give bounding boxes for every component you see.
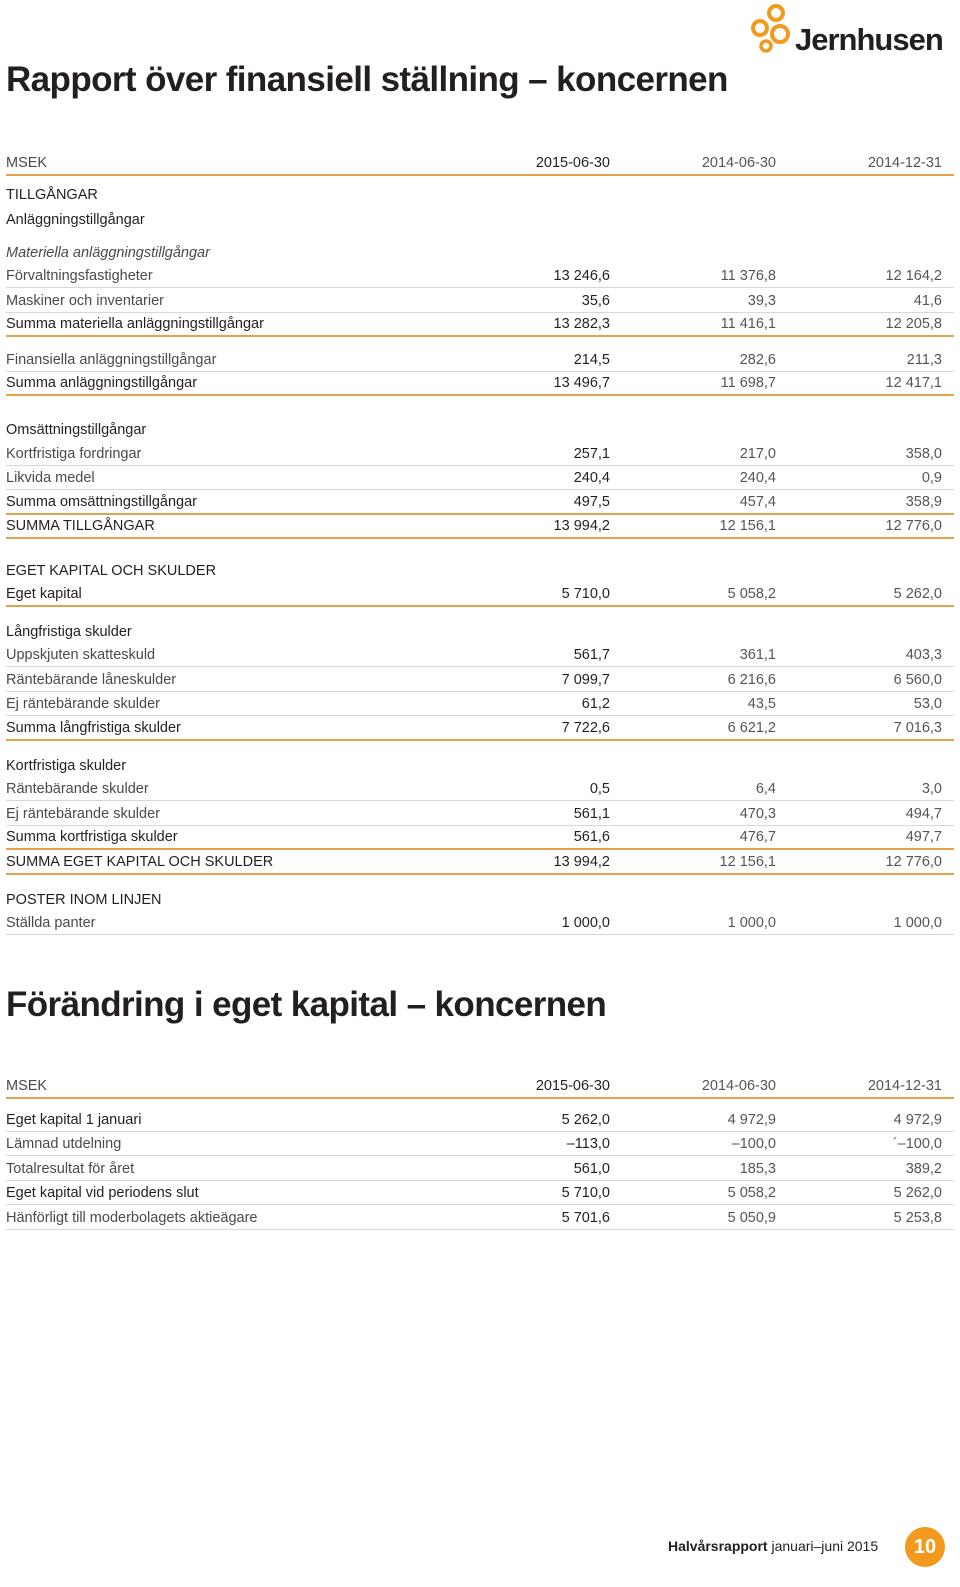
row-value: 5 710,0	[561, 585, 610, 602]
table-header-row	[6, 150, 954, 176]
table-row	[6, 1107, 954, 1132]
row-value: 4 972,9	[727, 1111, 776, 1128]
row-value: 561,6	[573, 829, 610, 845]
section-label: Kortfristiga skulder	[6, 757, 127, 774]
row-value: 53,0	[913, 696, 942, 712]
row-label: Eget kapital 1 januari	[6, 1111, 142, 1128]
row-value: 1 000,0	[561, 915, 610, 931]
table-row-sum	[6, 313, 954, 338]
row-value: 3,0	[921, 781, 942, 797]
row-value: 11 376,8	[720, 268, 776, 284]
section-heading	[6, 176, 954, 206]
row-value: 12 417,1	[885, 375, 942, 391]
section-label: Anläggningstillgångar	[6, 211, 145, 228]
row-value: 561,1	[573, 805, 610, 822]
section-label: EGET KAPITAL OCH SKULDER	[6, 563, 217, 579]
row-value: 13 282,3	[553, 316, 610, 332]
footer-period: januari–juni 2015	[767, 1538, 879, 1554]
row-value: 0,9	[921, 470, 942, 486]
row-value: 6 560,0	[893, 671, 942, 688]
row-value: 13 496,7	[553, 375, 610, 391]
page-footer	[668, 1527, 953, 1567]
section-label: TILLGÅNGAR	[6, 187, 98, 203]
row-value: 35,6	[581, 292, 610, 309]
row-label: Ställda panter	[6, 915, 96, 931]
row-value: –100,0	[731, 1136, 776, 1152]
row-label: Kortfristiga fordringar	[6, 445, 142, 462]
row-value: 41,6	[913, 292, 942, 309]
row-value: 4 972,9	[893, 1111, 942, 1128]
table-row	[6, 911, 954, 936]
row-label: Summa omsättningstillgångar	[6, 493, 198, 510]
header-col-3: 2014-12-31	[867, 155, 942, 171]
row-value: 361,1	[739, 647, 776, 663]
row-label: SUMMA TILLGÅNGAR	[6, 518, 155, 534]
table-row-sum	[6, 372, 954, 397]
footer-report-name: Halvårsrapport	[668, 1538, 768, 1554]
header-col-2: 2014-06-30	[701, 1078, 776, 1094]
section-label: Omsättningstillgångar	[6, 422, 147, 438]
row-value: 5 253,8	[893, 1209, 942, 1226]
row-value: 389,2	[905, 1160, 942, 1177]
table-row	[6, 288, 954, 313]
row-label: Eget kapital	[6, 585, 82, 602]
row-value: 5 050,9	[727, 1209, 776, 1226]
row-value: 1 000,0	[727, 915, 776, 931]
row-label: Ej räntebärande skulder	[6, 696, 160, 712]
row-value: 12 156,1	[719, 853, 776, 870]
header-col-2: 2014-06-30	[701, 155, 776, 171]
row-value: –113,0	[566, 1136, 610, 1152]
row-value: 403,3	[905, 647, 942, 663]
section-heading	[6, 231, 954, 264]
equity-table	[6, 1073, 954, 1230]
table-row	[6, 1181, 954, 1206]
header-col-3: 2014-12-31	[867, 1078, 942, 1094]
table-row	[6, 466, 954, 491]
row-label: SUMMA EGET KAPITAL OCH SKULDER	[6, 853, 274, 870]
header-col-1: 2015-06-30	[535, 155, 610, 171]
row-label: Summa anläggningstillgångar	[6, 375, 198, 391]
header-msek: MSEK	[6, 1078, 48, 1094]
table-row	[6, 1132, 954, 1157]
row-value: 13 994,2	[553, 518, 610, 534]
row-value: 5 058,2	[727, 1185, 776, 1201]
table-row	[6, 441, 954, 466]
table-row	[6, 264, 954, 289]
row-value: 5 710,0	[561, 1185, 610, 1201]
row-value: 7 722,6	[561, 719, 610, 736]
row-label: Hänförligt till moderbolagets aktieägare	[6, 1209, 258, 1226]
logo-circles-icon	[750, 4, 798, 54]
row-value: 12 776,0	[885, 518, 942, 534]
row-value: 5 262,0	[561, 1111, 610, 1128]
jernhusen-logo	[750, 4, 955, 57]
table-row-sum	[6, 490, 954, 515]
row-value: 561,7	[573, 647, 610, 663]
row-value: 476,7	[739, 829, 776, 845]
table-row	[6, 643, 954, 668]
table-row	[6, 1205, 954, 1230]
row-value: 1 000,0	[893, 915, 942, 931]
row-label: Lämnad utdelning	[6, 1136, 122, 1152]
row-value: 5 701,6	[561, 1209, 610, 1226]
row-value: 497,5	[573, 493, 610, 510]
table-row	[6, 777, 954, 802]
section-heading	[6, 741, 954, 777]
header-msek: MSEK	[6, 155, 48, 171]
row-value: 211,3	[906, 351, 942, 368]
row-label: Totalresultat för året	[6, 1160, 135, 1177]
header-col-1: 2015-06-30	[535, 1078, 610, 1094]
row-value: 0,5	[589, 781, 610, 797]
row-value: 5 262,0	[893, 585, 942, 602]
row-label: Uppskjuten skatteskuld	[6, 647, 156, 663]
row-value: 240,4	[573, 470, 610, 486]
row-label: Summa långfristiga skulder	[6, 719, 181, 736]
row-value: 214,5	[573, 351, 610, 368]
row-value: 257,1	[573, 445, 610, 462]
row-value: 494,7	[905, 805, 942, 822]
section-label: Långfristiga skulder	[6, 623, 132, 640]
row-label: Likvida medel	[6, 470, 95, 486]
row-value: 13 994,2	[553, 853, 610, 870]
row-value: 11 416,1	[720, 316, 776, 332]
table-row-total	[6, 515, 954, 540]
row-label: Räntebärande skulder	[6, 781, 149, 797]
row-label: Maskiner och inventarier	[6, 292, 164, 309]
row-value: 12 156,1	[719, 518, 776, 534]
table-row	[6, 801, 954, 826]
section-label: Materiella anläggningstillgångar	[6, 244, 210, 261]
row-label: Summa kortfristiga skulder	[6, 829, 178, 845]
page-title-equity: Förändring i eget kapital – koncernen	[6, 985, 607, 1024]
row-value: 12 205,8	[885, 316, 942, 332]
section-heading	[6, 875, 954, 911]
row-value: 61,2	[581, 696, 610, 712]
row-value: 7 016,3	[893, 719, 942, 736]
page-title-balance: Rapport över finansiell ställning – koncernen	[6, 60, 728, 99]
page-number-badge: 10	[905, 1527, 945, 1567]
row-label: Förvaltningsfastigheter	[6, 268, 153, 284]
row-label: Summa materiella anläggningstillgångar	[6, 316, 264, 332]
section-heading	[6, 206, 954, 231]
row-value: 11 698,7	[720, 375, 776, 391]
row-label: Räntebärande låneskulder	[6, 671, 177, 688]
balance-sheet-table	[6, 150, 954, 935]
section-heading	[6, 396, 954, 441]
row-value: 470,3	[739, 805, 776, 822]
row-value: 6 621,2	[727, 719, 776, 736]
row-value: 240,4	[739, 470, 776, 486]
row-value: 457,4	[739, 493, 776, 510]
row-value: 5 262,0	[893, 1185, 942, 1201]
section-heading	[6, 539, 954, 582]
row-value: 7 099,7	[561, 671, 610, 688]
row-value: 358,0	[905, 445, 942, 462]
row-label: Ej räntebärande skulder	[6, 805, 160, 822]
row-value: 6 216,6	[727, 671, 776, 688]
row-value: 12 776,0	[885, 853, 942, 870]
section-heading	[6, 607, 954, 643]
row-value: 185,3	[739, 1160, 776, 1177]
table-row-sum	[6, 716, 954, 741]
table-row	[6, 582, 954, 607]
table-row-sum	[6, 826, 954, 851]
row-label: Finansiella anläggningstillgångar	[6, 351, 217, 368]
row-label: Eget kapital vid periodens slut	[6, 1185, 199, 1201]
table-header-row	[6, 1073, 954, 1099]
table-row-total	[6, 850, 954, 875]
row-value: ´–100,0	[892, 1136, 942, 1152]
row-value: 282,6	[739, 351, 776, 368]
row-value: 358,9	[905, 493, 942, 510]
section-label: POSTER INOM LINJEN	[6, 891, 162, 908]
table-row	[6, 347, 954, 372]
table-row	[6, 692, 954, 717]
row-value: 43,5	[747, 696, 776, 712]
row-value: 6,4	[755, 781, 776, 797]
row-value: 5 058,2	[727, 585, 776, 602]
table-row	[6, 667, 954, 692]
table-row	[6, 1156, 954, 1181]
row-value: 217,0	[739, 445, 776, 462]
row-value: 497,7	[905, 829, 942, 845]
logo-wordmark: Jernhusen	[795, 22, 943, 57]
row-value: 39,3	[747, 292, 776, 309]
footer-text	[668, 1538, 878, 1554]
row-value: 13 246,6	[553, 268, 610, 284]
row-value: 12 164,2	[885, 268, 942, 284]
row-value: 561,0	[573, 1160, 610, 1177]
